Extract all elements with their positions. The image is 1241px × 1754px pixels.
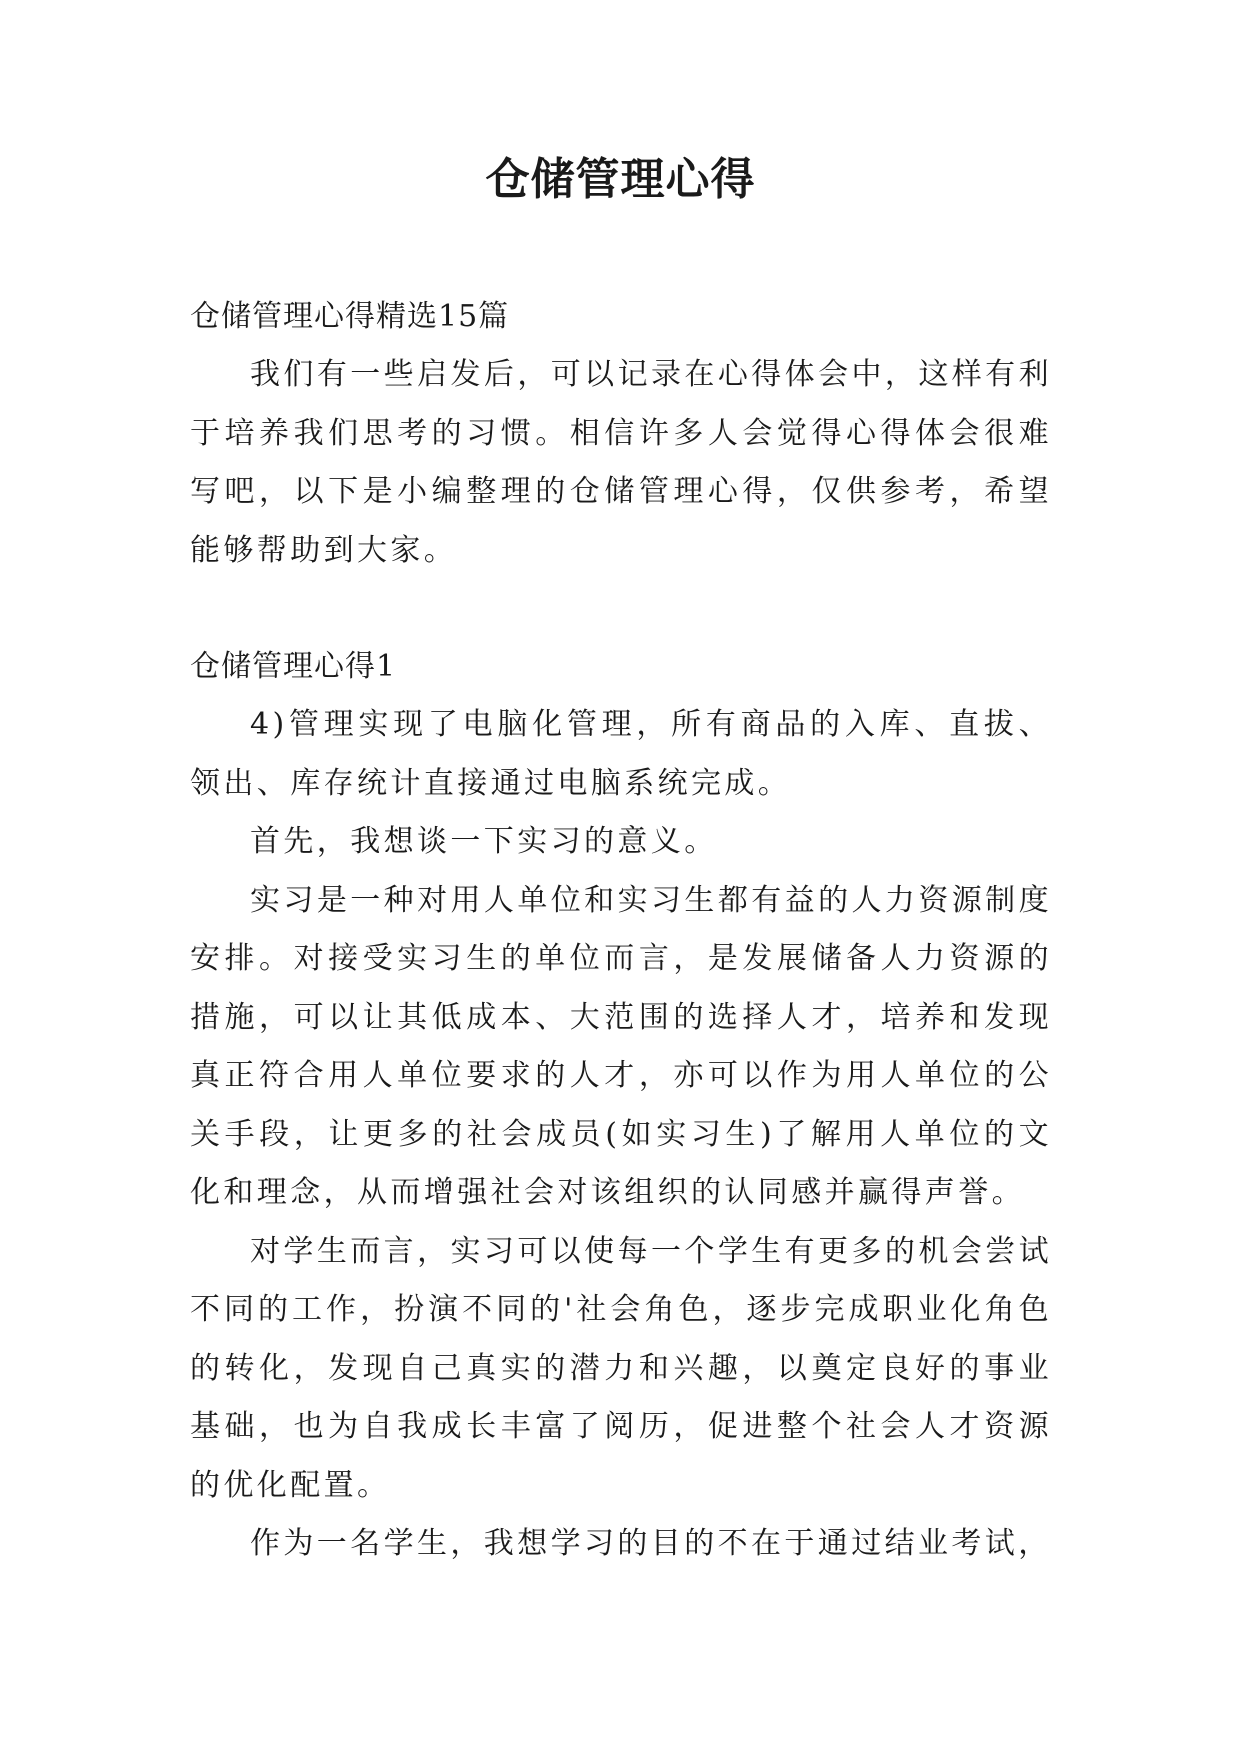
section-spacer [190, 580, 1052, 638]
section1-heading: 仓储管理心得1 [190, 649, 397, 684]
document-title: 仓储管理心得 [485, 154, 756, 205]
section1-paragraph: 对学生而言，实习可以使每一个学生有更多的机会尝试不同的工作，扮演不同的'社会角色，逐步完成职业化角色的转化，发现自己真实的潜力和兴趣，以奠定良好的事业基础，也为自我成长丰富了阅历，促进整个社会人才资源的优化配置。 [190, 1233, 1052, 1503]
section1-paragraph: 作为一名学生，我想学习的目的不在于通过结业考试， [250, 1526, 1052, 1561]
intro-paragraph: 我们有一些启发后，可以记录在心得体会中，这样有利于培养我们思考的习惯。相信许多人会觉得心得体会很难写吧，以下是小编整理的仓储管理心得，仅供参考，希望能够帮助到大家。 [190, 357, 1052, 568]
document-body [190, 288, 1052, 1574]
section1-paragraph: 4)管理实现了电脑化管理，所有商品的入库、直拔、领出、库存统计直接通过电脑系统完成。 [190, 707, 1052, 801]
section1-paragraph: 实习是一种对用人单位和实习生都有益的人力资源制度安排。对接受实习生的单位而言，是发展储备人力资源的措施，可以让其低成本、大范围的选择人才，培养和发现真正符合用人单位要求的人才，亦可以作为用人单位的公关手段，让更多的社会成员(如实习生)了解用人单位的文化和理念，从而增强社会对该组织的认同感并赢得声誉。 [190, 882, 1052, 1210]
section1-paragraph: 首先，我想谈一下实习的意义。 [250, 824, 718, 859]
intro-heading: 仓储管理心得精选15篇 [190, 299, 510, 334]
